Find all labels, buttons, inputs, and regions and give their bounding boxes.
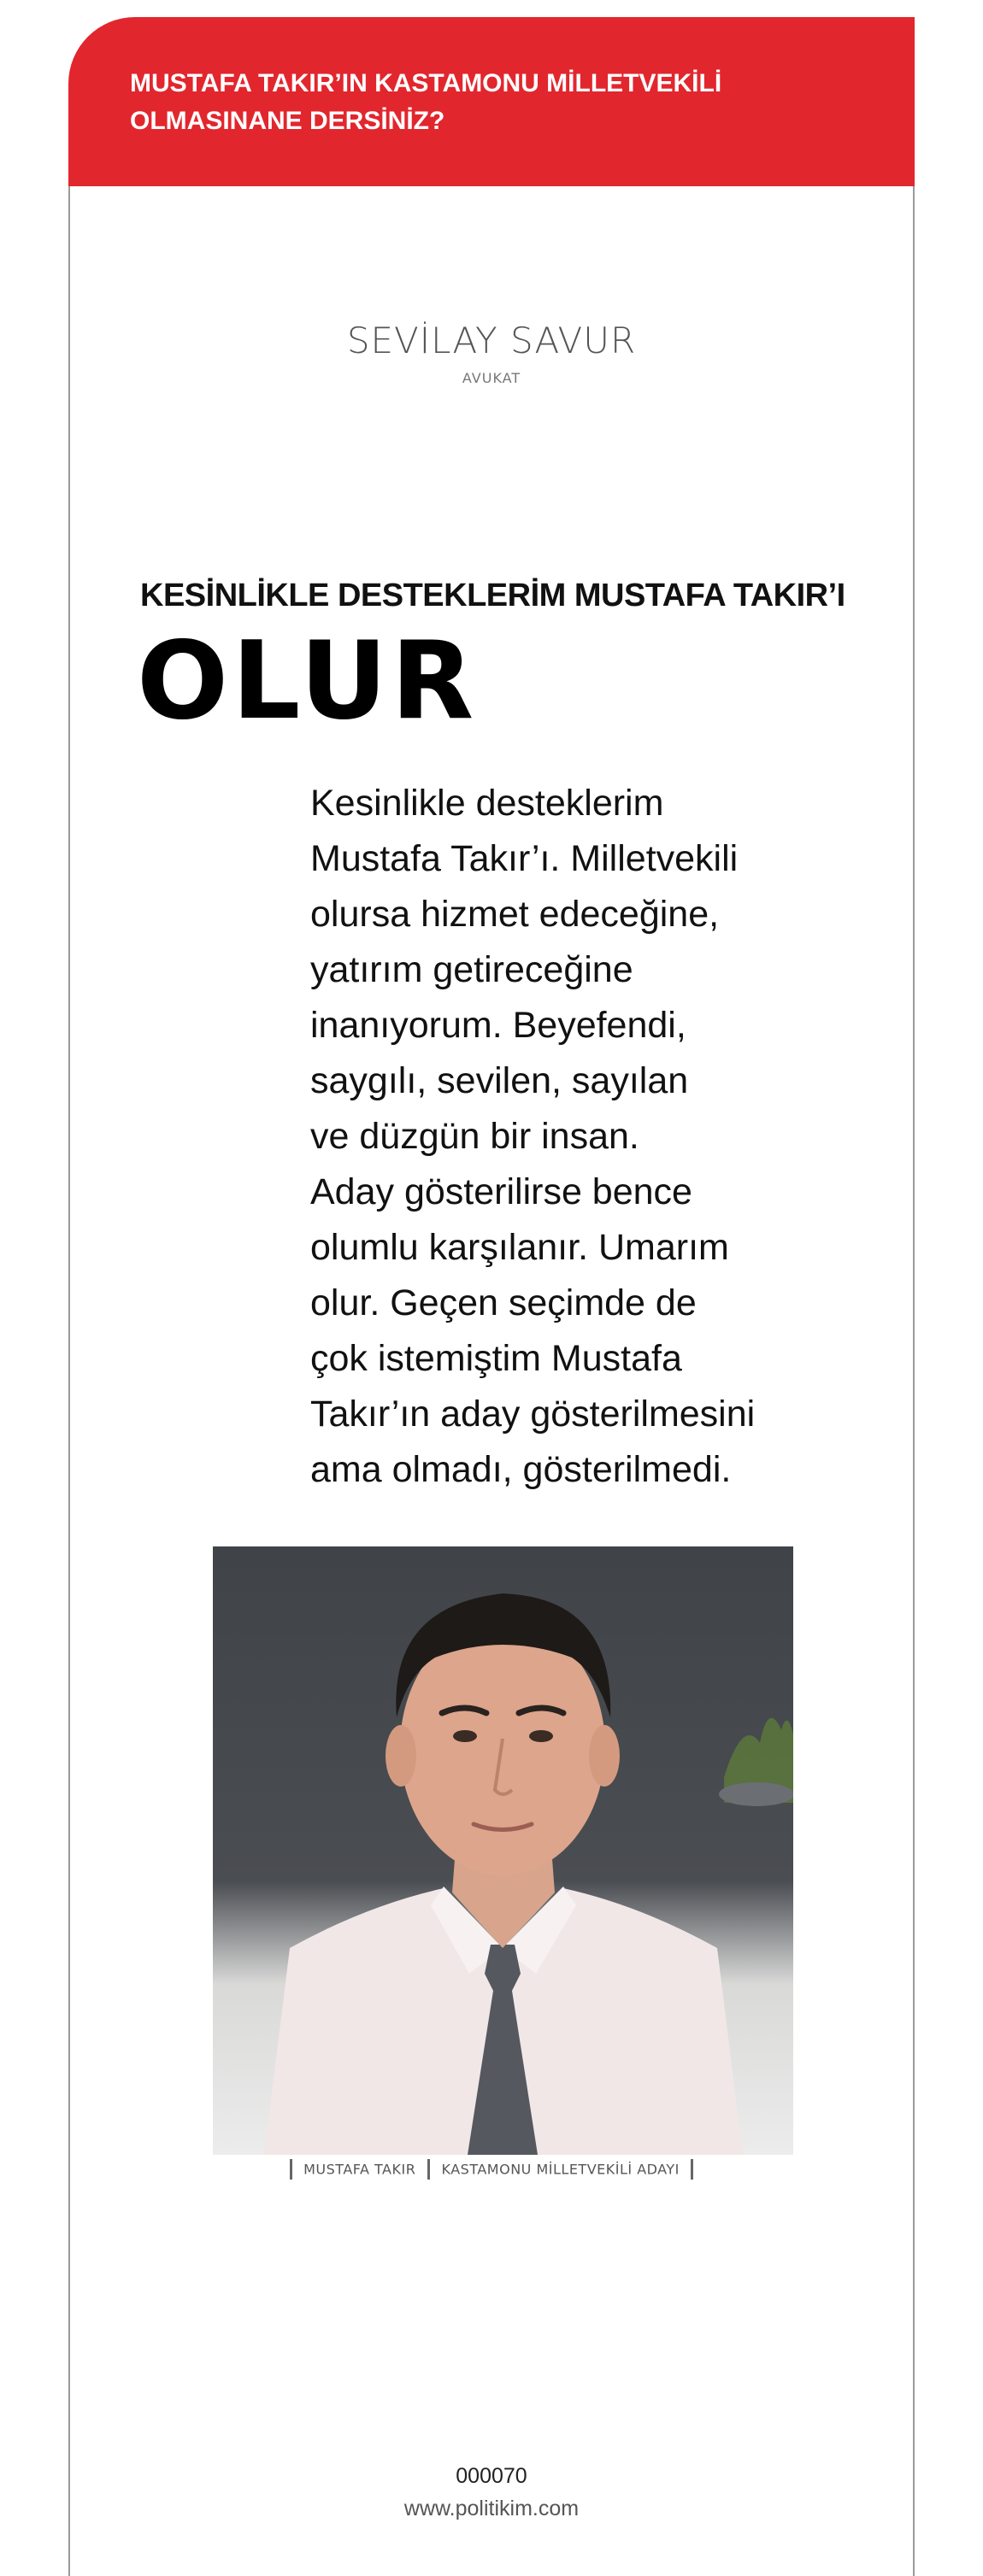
body-line: ama olmadı, gösterilmedi. (310, 1449, 732, 1490)
footer-code: 000070 (456, 2464, 527, 2488)
body-line: yatırım getireceğine (310, 949, 633, 990)
page-title (130, 65, 882, 140)
article-headline: OLUR (137, 618, 478, 743)
article-body (310, 776, 789, 1498)
frame-border-left (68, 186, 70, 2576)
title-line-1: MUSTAFA TAKIR’IN KASTAMONU MİLLETVEKİLİ (130, 69, 722, 97)
body-line: Aday gösterilirse bence (310, 1171, 692, 1212)
body-line: olumlu karşılanır. Umarım (310, 1227, 729, 1268)
caption-name: MUSTAFA TAKIR (303, 2161, 416, 2178)
body-line: Takır’ın aday gösterilmesini (310, 1394, 756, 1435)
author-role: AVUKAT (462, 370, 521, 386)
body-line: saygılı, sevilen, sayılan (310, 1060, 689, 1101)
portrait-photo (213, 1546, 793, 2155)
title-line-2: OLMASINANE DERSİNİZ? (130, 107, 445, 135)
caption-divider (691, 2159, 693, 2180)
author-name: SEVİLAY SAVUR (346, 320, 637, 361)
body-line: Mustafa Takır’ı. Milletvekili (310, 838, 739, 879)
plant-icon (719, 1718, 793, 1806)
photo-caption (0, 2159, 983, 2180)
body-line: inanıyorum. Beyefendi, (310, 1005, 686, 1046)
caption-divider (427, 2159, 430, 2180)
body-line: Kesinlikle desteklerim (310, 783, 664, 824)
body-line: olur. Geçen seçimde de (310, 1282, 697, 1323)
body-line: olursa hizmet edeceğine, (310, 894, 720, 935)
header-banner (68, 17, 915, 186)
body-line: ve düzgün bir insan. (310, 1116, 639, 1157)
frame-border-right (913, 186, 915, 2576)
caption-divider (290, 2159, 292, 2180)
footer-site: www.politikim.com (403, 2497, 580, 2520)
portrait-illustration (213, 1546, 793, 2155)
body-line: çok istemiştim Mustafa (310, 1338, 682, 1379)
article-kicker: KESİNLİKLE DESTEKLERİM MUSTAFA TAKIR’I (140, 578, 845, 613)
caption-title: KASTAMONU MİLLETVEKİLİ ADAYI (441, 2161, 680, 2178)
